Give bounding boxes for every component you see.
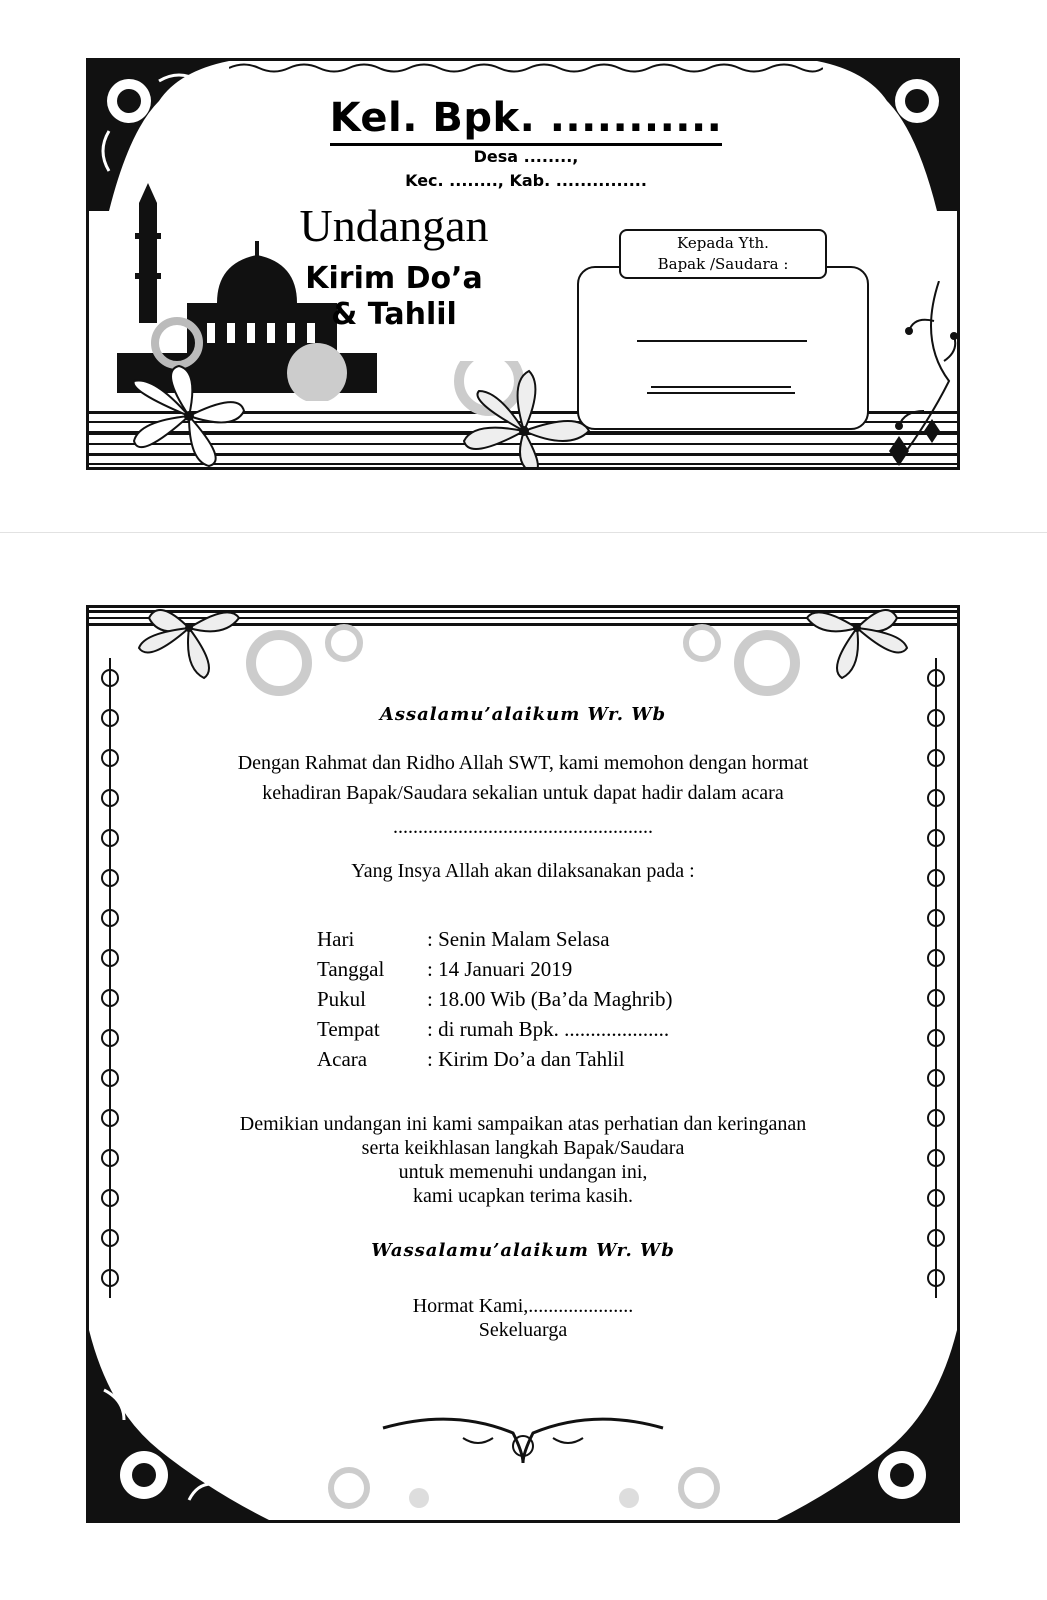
closing-line-3: untuk memenuhi undangan ini, — [398, 1161, 648, 1183]
signature: Sekeluarga — [478, 1319, 568, 1341]
recipient-label — [619, 229, 827, 279]
detail-value: : 18.00 Wib (Ba’da Maghrib) — [427, 987, 673, 1011]
flower-ornament-left — [119, 361, 259, 470]
detail-value: : Senin Malam Selasa — [427, 927, 610, 951]
event-placeholder: .................................................... — [393, 816, 653, 838]
detail-label: Tempat — [317, 1017, 380, 1041]
detail-label: Pukul — [317, 987, 367, 1011]
closing-line-1: Demikian undangan ini kami sampaikan atas perhatian dan keringanan — [239, 1113, 807, 1135]
address-line-1 — [637, 340, 807, 342]
detail-row-day — [317, 924, 672, 954]
recipient-label-line-2: Bapak /Saudara : — [657, 255, 789, 273]
letter-flower-top-left — [129, 608, 379, 718]
address-line-3 — [647, 392, 795, 394]
district-line: Kec. ........, Kab. ............... — [405, 171, 647, 190]
detail-row-place — [317, 1014, 672, 1044]
intro-line-2: kehadiran Bapak/Saudara sekalian untuk dapat hadir dalam acara — [262, 782, 784, 804]
event-title — [279, 261, 509, 333]
address-box — [577, 266, 869, 430]
sign-off: Hormat Kami,..................... — [412, 1295, 634, 1317]
detail-row-event — [317, 1044, 672, 1074]
address-line-2 — [651, 386, 791, 388]
village-line: Desa ........, — [473, 147, 579, 166]
letter-flower-top-right — [667, 608, 917, 718]
letter-card — [86, 605, 960, 1523]
detail-row-date — [317, 954, 672, 984]
closing-line-2: serta keikhlasan langkah Bapak/Saudara — [361, 1137, 685, 1159]
opening-greeting: Assalamu’alaikum Wr. Wb — [379, 704, 667, 725]
top-border-ornament — [229, 61, 823, 75]
schedule-intro: Yang Insya Allah akan dilaksanakan pada : — [351, 860, 695, 882]
intro-line-1: Dengan Rahmat dan Ridho Allah SWT, kami memohon dengan hormat — [237, 752, 809, 774]
recipient-label-line-1: Kepada Yth. — [677, 234, 769, 252]
detail-label: Acara — [317, 1047, 368, 1071]
closing-line-4: kami ucapkan terima kasih. — [413, 1185, 633, 1207]
detail-value: : di rumah Bpk. .................... — [427, 1017, 670, 1041]
family-title: Kel. Bpk. ........... — [89, 95, 960, 141]
detail-row-time — [317, 984, 672, 1014]
event-title-line-1: Kirim Do’a — [305, 261, 483, 296]
bottom-faded-flowers — [299, 1458, 749, 1518]
invitation-heading: Undangan — [299, 200, 489, 251]
event-title-line-2: & Tahlil — [331, 297, 457, 332]
detail-value: : 14 Januari 2019 — [427, 957, 573, 981]
detail-label: Hari — [317, 927, 355, 951]
intro-paragraph — [89, 748, 957, 808]
closing-paragraph — [89, 1112, 957, 1208]
envelope-sheet — [0, 0, 1047, 533]
detail-label: Tanggal — [317, 957, 385, 981]
envelope-card — [86, 58, 960, 470]
closing-greeting: Wassalamu’alaikum Wr. Wb — [371, 1240, 675, 1261]
detail-value: : Kirim Do’a dan Tahlil — [427, 1047, 625, 1071]
sign-off-block — [89, 1294, 957, 1342]
event-details — [317, 924, 672, 1074]
